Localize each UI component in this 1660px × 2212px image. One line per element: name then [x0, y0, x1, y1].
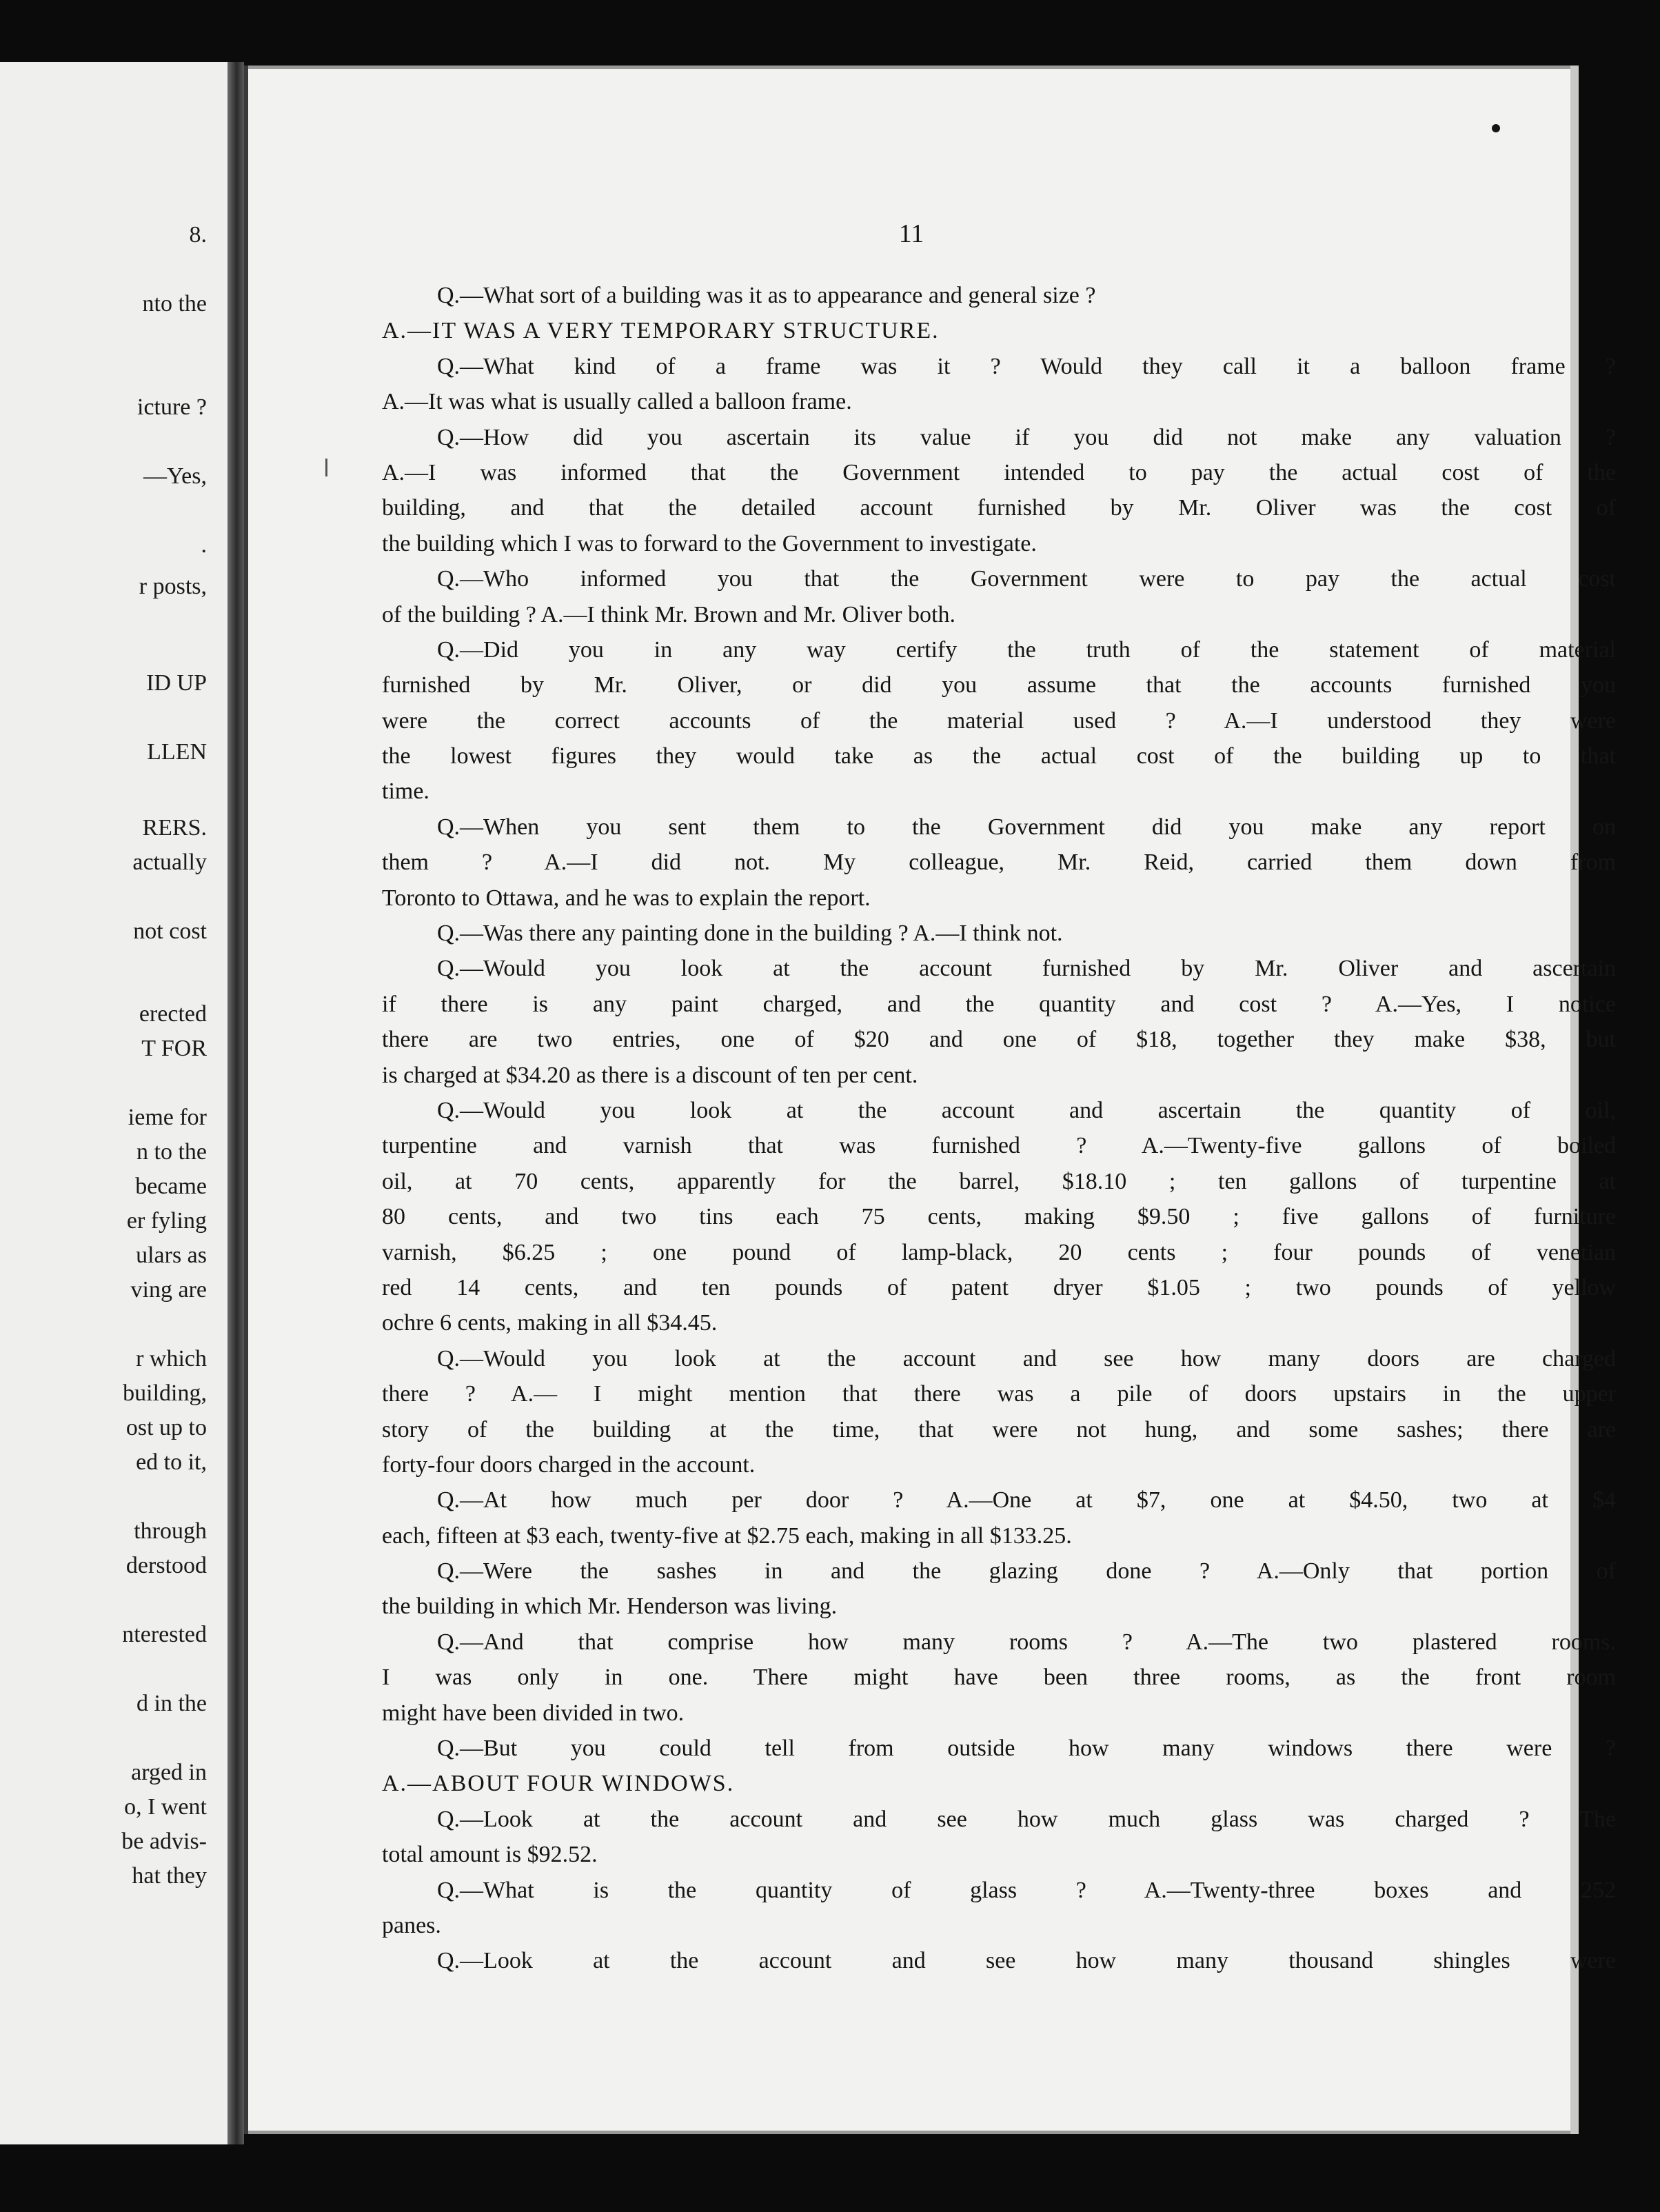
text-line: Q.—And that comprise how many rooms ? A.—The two plastered rooms.: [437, 1629, 1616, 1655]
text-line: A.—I was informed that the Government intended to pay the actual cost of the: [382, 459, 1616, 485]
left-page-text-fragment: 8.: [189, 222, 207, 248]
text-line: A.—It was what is usually called a balloon frame.: [382, 389, 852, 415]
left-page-text-fragment: nto the: [142, 291, 207, 316]
text-line: Q.—What sort of a building was it as to appearance and general size ?: [437, 283, 1096, 308]
text-line: there ? A.— I might mention that there was a pile of doors upstairs in the upper: [382, 1381, 1616, 1407]
text-line: Q.—At how much per door ? A.—One at $7, one at $4.50, two at $4: [437, 1487, 1616, 1514]
text-line: Q.—Were the sashes in and the glazing done ? A.—Only that portion of: [437, 1558, 1616, 1585]
text-line: varnish, $6.25 ; one pound of lamp-black, 20 cents ; four pounds of venetian: [382, 1239, 1616, 1265]
text-line: them ? A.—I did not. My colleague, Mr. Reid, carried them down from: [382, 849, 1616, 876]
text-line: total amount is $92.52.: [382, 1842, 598, 1868]
text-line: Q.—Was there any painting done in the building ? A.—I think not.: [437, 921, 1063, 947]
ink-dot-mark: [1492, 124, 1500, 132]
left-page-text-fragment: ed to it,: [136, 1449, 207, 1475]
text-line: Toronto to Ottawa, and he was to explain the report.: [382, 885, 871, 911]
text-line: Q.—What is the quantity of glass ? A.—Twenty-three boxes and 252: [437, 1877, 1616, 1903]
text-line: Q.—Would you look at the account and ascertain the quantity of oil,: [437, 1097, 1616, 1123]
left-page-text-fragment: building,: [123, 1380, 207, 1406]
text-line: building, and that the detailed account furnished by Mr. Oliver was the cost of: [382, 495, 1616, 521]
text-line: if there is any paint charged, and the quantity and cost ? A.—Yes, I notice: [382, 991, 1616, 1017]
text-line: Q.—Did you in any way certify the truth of the statement of material: [437, 636, 1616, 663]
left-page-text-fragment: ieme for: [128, 1105, 207, 1130]
left-page-text-fragment: nterested: [122, 1622, 207, 1647]
page-edge-bottom: [244, 2131, 1579, 2134]
left-page-text-fragment: icture ?: [137, 394, 207, 420]
text-line: forty-four doors charged in the account.: [382, 1451, 756, 1478]
left-page-text-fragment: derstood: [125, 1553, 207, 1578]
text-line: Q.—Would you look at the account furnished by Mr. Oliver and ascertain: [437, 956, 1616, 982]
left-page-text-fragment: LLEN: [147, 739, 207, 765]
left-page-text-fragment: actually: [132, 849, 207, 875]
text-line: A.—IT WAS A VERY TEMPORARY STRUCTURE.: [382, 318, 940, 344]
book-gutter: [227, 62, 244, 2144]
text-line: turpentine and varnish that was furnished ? A.—Twenty-five gallons of boiled: [382, 1133, 1616, 1159]
left-page-text-fragment: RERS.: [142, 815, 207, 841]
text-line: Q.—How did you ascertain its value if you did not make any valuation ?: [437, 424, 1616, 450]
text-line: each, fifteen at $3 each, twenty-five at $2.75 each, making in all $133.25.: [382, 1522, 1072, 1549]
text-line: the building in which Mr. Henderson was living.: [382, 1593, 838, 1620]
text-line: of the building ? A.—I think Mr. Brown and Mr. Oliver both.: [382, 601, 955, 627]
text-line: Q.—Look at the account and see how much glass was charged ? The: [437, 1806, 1616, 1832]
text-line: panes.: [382, 1912, 441, 1938]
left-page-text-fragment: not cost: [133, 918, 207, 944]
left-page-text-fragment: be advis-: [121, 1829, 207, 1854]
text-line: A.—ABOUT FOUR WINDOWS.: [382, 1771, 735, 1797]
left-page-text-fragment: ost up to: [125, 1415, 207, 1440]
left-page-text-fragment: through: [134, 1518, 207, 1544]
page-edge-top: [244, 66, 1579, 69]
left-page-text-fragment: —Yes,: [143, 463, 207, 489]
text-line: Q.—Look at the account and see how many thousand shingles were: [437, 1948, 1616, 1974]
text-line: story of the building at the time, that were not hung, and some sashes; there are: [382, 1416, 1616, 1442]
text-line: red 14 cents, and ten pounds of patent dryer $1.05 ; two pounds of yellow: [382, 1274, 1616, 1300]
text-line: I was only in one. There might have been three rooms, as the front room: [382, 1665, 1616, 1691]
left-page-text-fragment: n to the: [136, 1139, 207, 1165]
left-page-text-fragment: ID UP: [146, 670, 207, 696]
text-line: is charged at $34.20 as there is a discount of ten per cent.: [382, 1062, 918, 1088]
text-line: ochre 6 cents, making in all $34.45.: [382, 1310, 718, 1336]
text-line: Q.—But you could tell from outside how many windows there were ?: [437, 1736, 1616, 1762]
left-page-text-fragment: hat they: [132, 1863, 207, 1889]
testimony-text: [382, 278, 1616, 1979]
text-line: Q.—Who informed you that the Government were to pay the actual cost: [437, 566, 1616, 592]
text-line: might have been divided in two.: [382, 1700, 685, 1726]
left-page-text-fragment: o, I went: [124, 1794, 207, 1820]
text-line: 80 cents, and two tins each 75 cents, making $9.50 ; five gallons of furniture: [382, 1204, 1616, 1230]
text-line: were the correct accounts of the material used ? A.—I understood they were: [382, 707, 1616, 734]
text-line: Q.—Would you look at the account and see how many doors are charged: [437, 1345, 1616, 1371]
left-page-text-fragment: T FOR: [141, 1036, 207, 1061]
text-line: the lowest figures they would take as the actual cost of the building up to that: [382, 743, 1616, 770]
left-page-text-fragment: ulars as: [136, 1243, 207, 1268]
right-page: [244, 66, 1616, 2134]
text-line: the building which I was to forward to the Government to investigate.: [382, 530, 1037, 556]
page-number: 11: [898, 219, 924, 248]
text-line: Q.—What kind of a frame was it ? Would they call it a balloon frame ?: [437, 353, 1616, 379]
margin-tick-mark: [325, 459, 327, 476]
text-line: furnished by Mr. Oliver, or did you assume that the accounts furnished you: [382, 672, 1616, 698]
text-line: time.: [382, 778, 429, 805]
left-page-text-fragment: erected: [139, 1001, 207, 1027]
left-page-text-fragment: became: [135, 1174, 207, 1199]
left-page-text-fragment: r which: [136, 1346, 207, 1371]
left-page-text-fragment: er fyling: [126, 1208, 207, 1234]
left-page-text-fragment: arged in: [131, 1760, 207, 1785]
text-line: there are two entries, one of $20 and one of $18, together they make $38, but: [382, 1027, 1616, 1053]
left-page-text-fragment: r posts,: [139, 574, 207, 599]
left-page-text-fragment: .: [201, 532, 207, 558]
text-line: oil, at 70 cents, apparently for the barrel, $18.10 ; ten gallons of turpentine at: [382, 1168, 1616, 1194]
text-line: Q.—When you sent them to the Government did you make any report on: [437, 814, 1616, 840]
page-edge-left: [244, 66, 248, 2134]
left-page-text-fragment: d in the: [136, 1691, 207, 1716]
left-page-text-fragment: ving are: [130, 1277, 207, 1303]
left-page-fragment: [0, 62, 227, 2144]
